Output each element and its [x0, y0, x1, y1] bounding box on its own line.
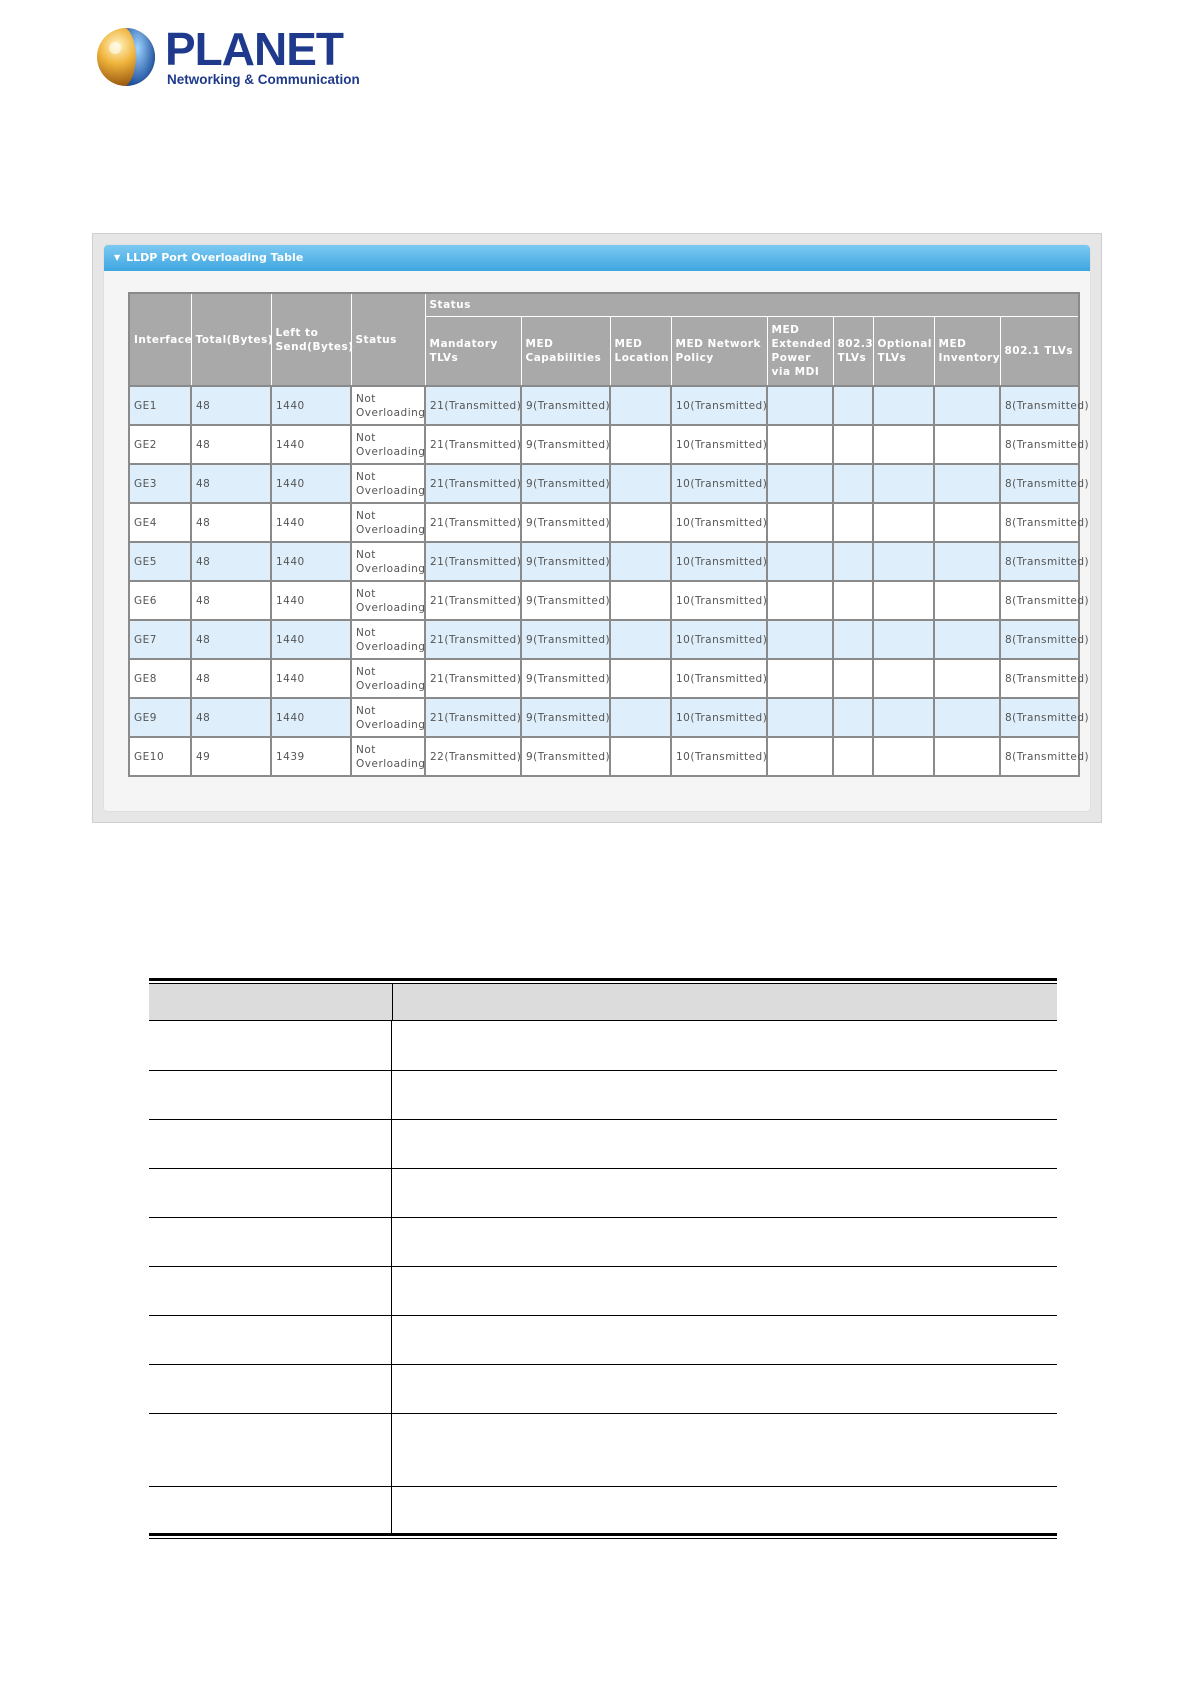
col-header: 802.1 TLVs	[1000, 317, 1079, 387]
table-cell: GE2	[129, 425, 191, 464]
table-cell: 48	[191, 386, 271, 425]
table-cell	[833, 386, 873, 425]
table-cell	[767, 581, 833, 620]
table-cell	[934, 464, 1000, 503]
col-header: MED Inventory	[934, 317, 1000, 387]
table-cell	[767, 542, 833, 581]
table-cell	[833, 542, 873, 581]
description-row	[149, 1267, 1057, 1316]
table-cell: 48	[191, 581, 271, 620]
table-row	[129, 659, 1079, 698]
table-cell: 8(Transmitted)	[1000, 542, 1079, 581]
col-header: MED Location	[610, 317, 671, 387]
table-cell: 9(Transmitted)	[521, 620, 610, 659]
table-cell	[873, 386, 934, 425]
table-cell	[767, 464, 833, 503]
table-cell: 8(Transmitted)	[1000, 698, 1079, 737]
description-row	[149, 1414, 1057, 1487]
col-header: Status	[351, 293, 425, 386]
table-cell	[873, 659, 934, 698]
planet-globe-icon	[95, 26, 157, 88]
table-cell: 8(Transmitted)	[1000, 464, 1079, 503]
col-header: Optional TLVs	[873, 317, 934, 387]
table-cell	[767, 386, 833, 425]
table-cell: 10(Transmitted)	[671, 542, 767, 581]
description-table	[149, 978, 1057, 1539]
table-cell: GE8	[129, 659, 191, 698]
table-cell: 10(Transmitted)	[671, 620, 767, 659]
table-cell: Not Overloading	[351, 464, 425, 503]
table-cell	[873, 503, 934, 542]
table-cell	[833, 737, 873, 776]
table-cell	[873, 581, 934, 620]
table-cell: 1440	[271, 659, 351, 698]
table-cell: 9(Transmitted)	[521, 737, 610, 776]
table-cell: Not Overloading	[351, 620, 425, 659]
table-row	[129, 503, 1079, 542]
table-cell	[610, 659, 671, 698]
col-header: Left to Send(Bytes)	[271, 293, 351, 386]
table-cell: 48	[191, 620, 271, 659]
table-cell: 49	[191, 737, 271, 776]
table-cell: 1440	[271, 386, 351, 425]
col-header: MED Network Policy	[671, 317, 767, 387]
table-row	[129, 464, 1079, 503]
table-cell: 9(Transmitted)	[521, 542, 610, 581]
table-cell: 21(Transmitted)	[425, 581, 521, 620]
table-cell: GE7	[129, 620, 191, 659]
table-cell: 48	[191, 659, 271, 698]
collapse-triangle-icon[interactable]: ▼	[114, 253, 121, 262]
table-cell	[610, 386, 671, 425]
table-cell	[934, 542, 1000, 581]
panel-title: LLDP Port Overloading Table	[126, 251, 304, 264]
table-cell: GE4	[129, 503, 191, 542]
table-cell: 48	[191, 542, 271, 581]
table-cell	[833, 659, 873, 698]
description-row	[149, 1120, 1057, 1169]
table-cell: 8(Transmitted)	[1000, 503, 1079, 542]
table-cell: Not Overloading	[351, 698, 425, 737]
table-cell: Not Overloading	[351, 581, 425, 620]
table-cell: Not Overloading	[351, 659, 425, 698]
table-cell	[833, 698, 873, 737]
table-cell: 21(Transmitted)	[425, 386, 521, 425]
table-cell: 10(Transmitted)	[671, 425, 767, 464]
table-rule	[149, 1533, 1057, 1536]
table-cell: 9(Transmitted)	[521, 386, 610, 425]
table-cell: 8(Transmitted)	[1000, 737, 1079, 776]
table-cell	[833, 503, 873, 542]
col-header: MED Extended Power via MDI	[767, 317, 833, 387]
table-cell	[833, 581, 873, 620]
table-cell: 48	[191, 503, 271, 542]
table-cell	[767, 659, 833, 698]
table-row	[129, 542, 1079, 581]
table-cell	[610, 581, 671, 620]
table-cell: 10(Transmitted)	[671, 737, 767, 776]
table-cell	[934, 503, 1000, 542]
table-cell: 8(Transmitted)	[1000, 620, 1079, 659]
table-row	[129, 386, 1079, 425]
table-cell: 9(Transmitted)	[521, 503, 610, 542]
table-cell: 1440	[271, 620, 351, 659]
table-cell: 9(Transmitted)	[521, 659, 610, 698]
table-cell: 9(Transmitted)	[521, 698, 610, 737]
table-rule	[149, 1538, 1057, 1539]
table-cell	[610, 542, 671, 581]
table-cell	[610, 503, 671, 542]
table-cell: 48	[191, 464, 271, 503]
table-rule	[149, 978, 1057, 981]
table-cell	[934, 620, 1000, 659]
col-header: Mandatory TLVs	[425, 317, 521, 387]
table-cell: 21(Transmitted)	[425, 464, 521, 503]
table-cell: 8(Transmitted)	[1000, 425, 1079, 464]
table-cell: 21(Transmitted)	[425, 659, 521, 698]
table-cell: Not Overloading	[351, 386, 425, 425]
description-row	[149, 1365, 1057, 1414]
table-cell: 22(Transmitted)	[425, 737, 521, 776]
table-cell	[934, 659, 1000, 698]
table-cell	[610, 698, 671, 737]
table-cell: 9(Transmitted)	[521, 425, 610, 464]
table-cell	[610, 425, 671, 464]
table-cell: 10(Transmitted)	[671, 503, 767, 542]
table-cell: GE9	[129, 698, 191, 737]
table-cell	[873, 464, 934, 503]
table-cell: Not Overloading	[351, 425, 425, 464]
table-cell: 10(Transmitted)	[671, 581, 767, 620]
table-cell	[873, 425, 934, 464]
table-cell	[934, 698, 1000, 737]
logo-tagline: Networking & Communication	[167, 72, 360, 87]
table-cell	[873, 737, 934, 776]
lldp-overloading-table	[128, 292, 1090, 777]
table-cell	[934, 581, 1000, 620]
table-cell	[610, 737, 671, 776]
table-row	[129, 620, 1079, 659]
table-cell: 10(Transmitted)	[671, 659, 767, 698]
col-header: Total(Bytes)	[191, 293, 271, 386]
table-cell	[767, 620, 833, 659]
table-cell: 1440	[271, 464, 351, 503]
table-cell	[833, 620, 873, 659]
table-cell	[767, 503, 833, 542]
table-cell: 8(Transmitted)	[1000, 659, 1079, 698]
description-row	[149, 1169, 1057, 1218]
table-cell	[873, 698, 934, 737]
table-cell: Not Overloading	[351, 737, 425, 776]
table-row	[129, 698, 1079, 737]
description-header-row	[149, 984, 1057, 1021]
table-cell: 9(Transmitted)	[521, 464, 610, 503]
table-cell	[610, 464, 671, 503]
table-cell: 21(Transmitted)	[425, 542, 521, 581]
table-cell: 1440	[271, 425, 351, 464]
table-cell	[610, 620, 671, 659]
table-cell: 10(Transmitted)	[671, 698, 767, 737]
table-cell: GE3	[129, 464, 191, 503]
description-row	[149, 1021, 1057, 1071]
table-cell	[767, 698, 833, 737]
table-cell: 21(Transmitted)	[425, 698, 521, 737]
col-header: MED Capabilities	[521, 317, 610, 387]
table-cell: 48	[191, 698, 271, 737]
table-cell	[934, 737, 1000, 776]
table-cell: 10(Transmitted)	[671, 464, 767, 503]
table-cell: 1439	[271, 737, 351, 776]
table-cell: GE6	[129, 581, 191, 620]
table-cell: 1440	[271, 581, 351, 620]
table-cell: 21(Transmitted)	[425, 425, 521, 464]
status-group-header: Status	[425, 293, 1079, 317]
table-cell: Not Overloading	[351, 542, 425, 581]
table-cell: 9(Transmitted)	[521, 581, 610, 620]
table-cell	[873, 542, 934, 581]
planet-logo	[95, 22, 360, 94]
table-cell: 21(Transmitted)	[425, 503, 521, 542]
description-row	[149, 1218, 1057, 1267]
table-cell: 48	[191, 425, 271, 464]
table-cell: Not Overloading	[351, 503, 425, 542]
table-cell	[767, 737, 833, 776]
description-row	[149, 1316, 1057, 1365]
table-cell: 1440	[271, 542, 351, 581]
table-cell: 1440	[271, 503, 351, 542]
table-cell: 8(Transmitted)	[1000, 386, 1079, 425]
table-row	[129, 737, 1079, 776]
table-cell: 1440	[271, 698, 351, 737]
col-header: 802.3 TLVs	[833, 317, 873, 387]
table-cell	[873, 620, 934, 659]
table-cell	[767, 425, 833, 464]
table-row	[129, 425, 1079, 464]
table-cell: GE10	[129, 737, 191, 776]
description-row	[149, 1071, 1057, 1120]
table-cell	[934, 425, 1000, 464]
col-header: Interface	[129, 293, 191, 386]
description-row	[149, 1487, 1057, 1533]
table-cell: 21(Transmitted)	[425, 620, 521, 659]
table-cell	[833, 425, 873, 464]
table-cell: 8(Transmitted)	[1000, 581, 1079, 620]
table-cell	[934, 386, 1000, 425]
table-cell: GE5	[129, 542, 191, 581]
table-cell: GE1	[129, 386, 191, 425]
panel-header[interactable]	[104, 245, 1090, 271]
table-row	[129, 581, 1079, 620]
table-cell	[833, 464, 873, 503]
table-cell: 10(Transmitted)	[671, 386, 767, 425]
logo-wordmark: PLANET	[165, 23, 343, 75]
